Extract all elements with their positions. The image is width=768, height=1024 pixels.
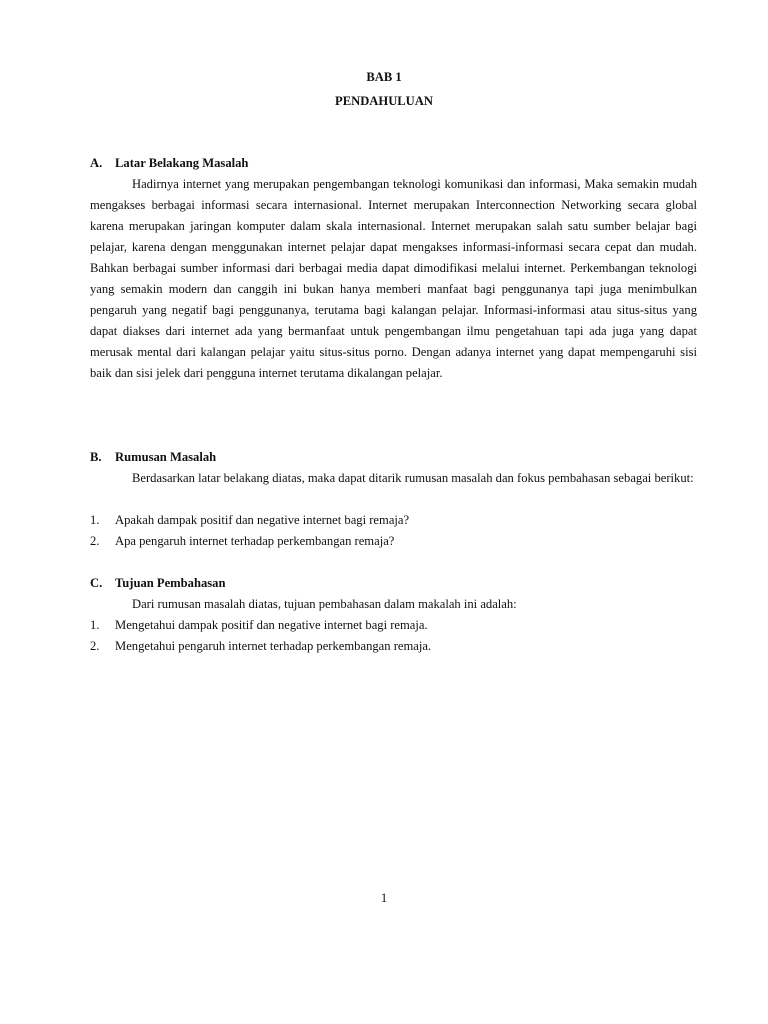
list-item-text: Apa pengaruh internet terhadap perkembangan remaja? xyxy=(115,534,395,548)
list-item xyxy=(90,531,697,552)
list-item xyxy=(90,510,697,531)
section-a-paragraph: Hadirnya internet yang merupakan pengembangan teknologi komunikasi dan informasi, Maka semakin mudah mengakses berbagai informasi secara internasional. Internet merupakan Interconnection Networking secara global karena merupakan jaringan komputer dalam skala internasional. Internet merupakan salah satu sumber belajar bagi pelajar, karena dengan menggunakan internet pelajar dapat mengakses informasi-informasi secara cepat dan mudah. Bahkan berbagai sumber informasi dari berbagai media dapat dimodifikasi melalui internet. Perkembangan teknologi yang semakin modern dan canggih ini bukan hanya memberi manfaat bagi penggunanya tapi juga menimbulkan pengaruh yang negatif bagi penggunanya, terutama bagi kalangan pelajar. Informasi-informasi atau situs-situs yang dapat diakses dari internet ada yang bermanfaat untuk pengembangan ilmu pengetahuan tapi ada juga yang dapat merusak mental dari kalangan pelajar yaitu situs-situs porno. Dengan adanya internet yang dapat mempengaruhi sisi baik dan sisi jelek dari pengguna internet terutama dikalangan pelajar. xyxy=(90,177,697,380)
list-item-text: Mengetahui dampak positif dan negative internet bagi remaja. xyxy=(115,618,428,632)
section-b-title: Rumusan Masalah xyxy=(115,450,217,464)
section-b-letter: B. xyxy=(90,450,102,464)
list-item-text: Mengetahui pengaruh internet terhadap perkembangan remaja. xyxy=(115,639,432,653)
section-b-list xyxy=(90,510,697,552)
list-item xyxy=(90,636,697,657)
section-c-letter: C. xyxy=(90,576,103,590)
list-item-number: 2. xyxy=(90,534,100,548)
section-c-title: Tujuan Pembahasan xyxy=(115,576,226,590)
list-item xyxy=(90,615,697,636)
list-item-text: Apakah dampak positif dan negative internet bagi remaja? xyxy=(115,513,410,527)
section-c-heading xyxy=(90,575,697,591)
section-c-paragraph: Dari rumusan masalah diatas, tujuan pembahasan dalam makalah ini adalah: xyxy=(132,597,517,611)
list-item-number: 1. xyxy=(90,618,100,632)
page-number: 1 xyxy=(380,891,388,905)
section-c-list xyxy=(90,615,697,657)
list-item-number: 1. xyxy=(90,513,100,527)
section-b-paragraph: Berdasarkan latar belakang diatas, maka dapat ditarik rumusan masalah dan fokus pembahasan sebagai berikut: xyxy=(132,471,694,485)
section-a-heading xyxy=(90,155,697,171)
chapter-title: PENDAHULUAN xyxy=(335,94,433,108)
section-b-heading xyxy=(90,449,697,465)
section-a-title: Latar Belakang Masalah xyxy=(115,156,249,170)
section-a-letter: A. xyxy=(90,156,103,170)
list-item-number: 2. xyxy=(90,639,100,653)
chapter-number: BAB 1 xyxy=(366,70,402,84)
